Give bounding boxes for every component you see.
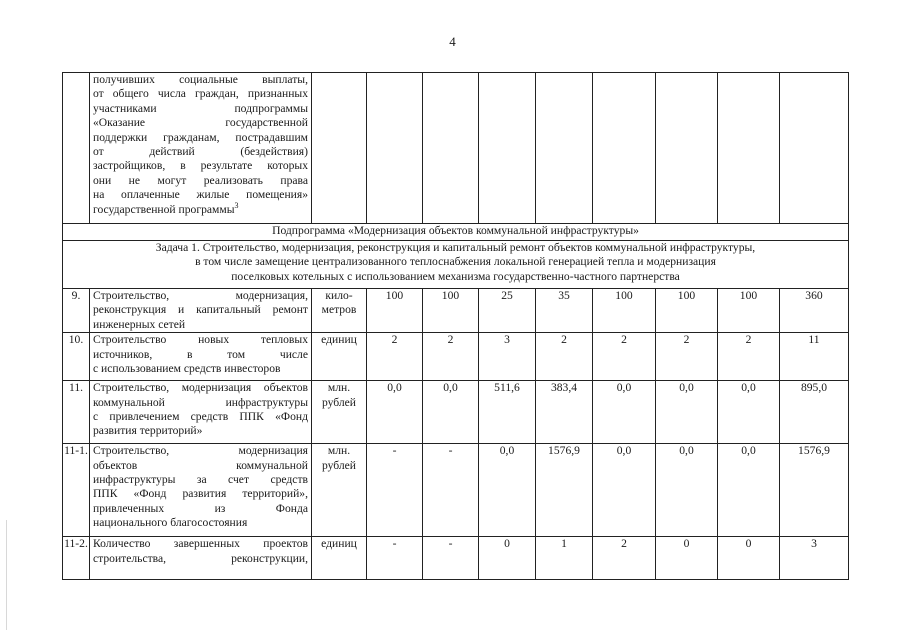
subprogram-title: Подпрограмма «Модернизация объектов коммунальной инфраструктуры» bbox=[63, 224, 849, 241]
name-line: национального благосостояния bbox=[93, 516, 248, 530]
name-line: инженерных сетей bbox=[93, 317, 186, 331]
name-line: Строительство, модернизация объектов bbox=[93, 381, 308, 395]
value-cell: 383,4 bbox=[536, 381, 593, 444]
value-cell bbox=[536, 73, 593, 224]
value-cell: 2 bbox=[718, 333, 780, 381]
value-cell: 3 bbox=[780, 537, 849, 580]
row-number-cell: 11. bbox=[63, 381, 90, 444]
value-cell: 100 bbox=[593, 289, 656, 333]
value-cell: 2 bbox=[536, 333, 593, 381]
row-number-cell bbox=[63, 73, 90, 224]
value-cell: 360 bbox=[780, 289, 849, 333]
name-line: инфраструктуры за счет средств bbox=[93, 473, 308, 487]
indicator-name-cell bbox=[90, 537, 312, 580]
subprogram-row bbox=[63, 224, 849, 241]
indicators-table bbox=[62, 72, 849, 580]
scan-edge-mark bbox=[6, 520, 7, 630]
indicator-name-cell bbox=[90, 333, 312, 381]
value-cell: 2 bbox=[593, 333, 656, 381]
name-line: Строительство, модернизация bbox=[93, 444, 308, 458]
value-cell: 3 bbox=[479, 333, 536, 381]
value-cell: 100 bbox=[718, 289, 780, 333]
row-number-cell: 11-2. bbox=[63, 537, 90, 580]
task-title-line: Задача 1. Строительство, модернизация, реконструкция и капитальный ремонт объектов коммунальной инфраструктуры, bbox=[155, 241, 756, 254]
unit-line: метров bbox=[321, 303, 357, 317]
task-title-line: в том числе замещение централизованного теплоснабжения локальной генерацией тепла и модернизация bbox=[195, 255, 716, 269]
value-cell: 25 bbox=[479, 289, 536, 333]
name-line: «Оказание государственной bbox=[93, 116, 308, 130]
value-cell: 895,0 bbox=[780, 381, 849, 444]
name-line: на оплаченные жилые помещения» bbox=[93, 188, 308, 202]
value-cell: 1 bbox=[536, 537, 593, 580]
unit-cell bbox=[312, 444, 367, 537]
indicator-name-cell bbox=[90, 381, 312, 444]
task-row bbox=[63, 241, 849, 289]
name-line: участниками подпрограммы bbox=[93, 101, 308, 115]
table-row bbox=[63, 289, 849, 333]
value-cell: 0,0 bbox=[656, 444, 718, 537]
value-cell: - bbox=[423, 537, 479, 580]
value-cell bbox=[367, 73, 423, 224]
name-line: развития территорий» bbox=[93, 424, 203, 438]
name-line: ППК «Фонд развития территорий», bbox=[93, 487, 308, 501]
unit-line: млн. bbox=[327, 444, 351, 458]
unit-line: рублей bbox=[321, 458, 357, 472]
name-line: реконструкция и капитальный ремонт bbox=[93, 303, 308, 317]
value-cell bbox=[656, 73, 718, 224]
unit-line: единиц bbox=[321, 333, 357, 347]
name-line: коммунальной инфраструктуры bbox=[93, 395, 308, 409]
unit-cell bbox=[312, 381, 367, 444]
name-line: Строительство, модернизация, bbox=[93, 289, 308, 302]
footnote-marker: 3 bbox=[234, 200, 239, 210]
value-cell bbox=[593, 73, 656, 224]
value-cell: 0 bbox=[718, 537, 780, 580]
value-cell: - bbox=[367, 444, 423, 537]
name-line: поддержки гражданам, пострадавшим bbox=[93, 130, 308, 144]
unit-cell bbox=[312, 73, 367, 224]
value-cell: 11 bbox=[780, 333, 849, 381]
task-title bbox=[63, 241, 849, 289]
table-row bbox=[63, 444, 849, 537]
name-line: с привлечением средств ППК «Фонд bbox=[93, 410, 308, 424]
value-cell: 0,0 bbox=[656, 381, 718, 444]
value-cell bbox=[718, 73, 780, 224]
value-cell: 1576,9 bbox=[780, 444, 849, 537]
value-cell bbox=[423, 73, 479, 224]
value-cell: 0,0 bbox=[367, 381, 423, 444]
value-cell: 0,0 bbox=[423, 381, 479, 444]
indicator-name-cell bbox=[90, 73, 312, 224]
row-number-cell: 9. bbox=[63, 289, 90, 333]
unit-line: млн. bbox=[327, 381, 351, 395]
value-cell: 0,0 bbox=[718, 381, 780, 444]
unit-line: кило- bbox=[325, 289, 353, 302]
name-line: источников, в том числе bbox=[93, 347, 308, 361]
value-cell: 0 bbox=[479, 537, 536, 580]
name-line: с использованием средств инвесторов bbox=[93, 362, 281, 376]
name-line: Количество завершенных проектов bbox=[93, 537, 308, 551]
row-number-cell: 10. bbox=[63, 333, 90, 381]
name-line: государственной программы$^3$ bbox=[93, 200, 239, 216]
name-line: застройщиков, в результате которых bbox=[93, 159, 308, 173]
value-cell: 2 bbox=[656, 333, 718, 381]
name-line: строительства, реконструкции, bbox=[93, 551, 308, 565]
value-cell: 2 bbox=[423, 333, 479, 381]
value-cell: 1576,9 bbox=[536, 444, 593, 537]
table-row-continuation bbox=[63, 73, 849, 224]
name-line: от действий (бездействия) bbox=[93, 145, 308, 159]
table-row bbox=[63, 537, 849, 580]
value-cell: 0,0 bbox=[479, 444, 536, 537]
value-cell: 100 bbox=[656, 289, 718, 333]
value-cell: 0,0 bbox=[718, 444, 780, 537]
value-cell: 2 bbox=[367, 333, 423, 381]
value-cell: 2 bbox=[593, 537, 656, 580]
indicator-name-cell bbox=[90, 289, 312, 333]
row-number-cell: 11-1. bbox=[63, 444, 90, 537]
task-title-line: поселковых котельных с использованием механизма государственно-частного партнерства bbox=[231, 269, 680, 283]
name-line: от общего числа граждан, признанных bbox=[93, 87, 308, 101]
name-line: они не могут реализовать права bbox=[93, 173, 308, 187]
indicator-name-cell bbox=[90, 444, 312, 537]
name-line: объектов коммунальной bbox=[93, 458, 308, 472]
unit-line: рублей bbox=[321, 395, 357, 409]
value-cell: 100 bbox=[367, 289, 423, 333]
value-cell: 35 bbox=[536, 289, 593, 333]
name-line: привлеченных из Фонда bbox=[93, 501, 308, 515]
table-row bbox=[63, 333, 849, 381]
page-number: 4 bbox=[449, 34, 456, 49]
unit-cell bbox=[312, 289, 367, 333]
unit-line: единиц bbox=[321, 537, 357, 551]
value-cell bbox=[780, 73, 849, 224]
value-cell: 0 bbox=[656, 537, 718, 580]
value-cell: 100 bbox=[423, 289, 479, 333]
unit-cell bbox=[312, 333, 367, 381]
value-cell: 511,6 bbox=[479, 381, 536, 444]
table-row bbox=[63, 381, 849, 444]
value-cell: - bbox=[367, 537, 423, 580]
name-line: Строительство новых тепловых bbox=[93, 333, 308, 347]
value-cell: 0,0 bbox=[593, 381, 656, 444]
value-cell: - bbox=[423, 444, 479, 537]
name-line: получивших социальные выплаты, bbox=[93, 73, 308, 86]
unit-cell bbox=[312, 537, 367, 580]
value-cell bbox=[479, 73, 536, 224]
value-cell: 0,0 bbox=[593, 444, 656, 537]
